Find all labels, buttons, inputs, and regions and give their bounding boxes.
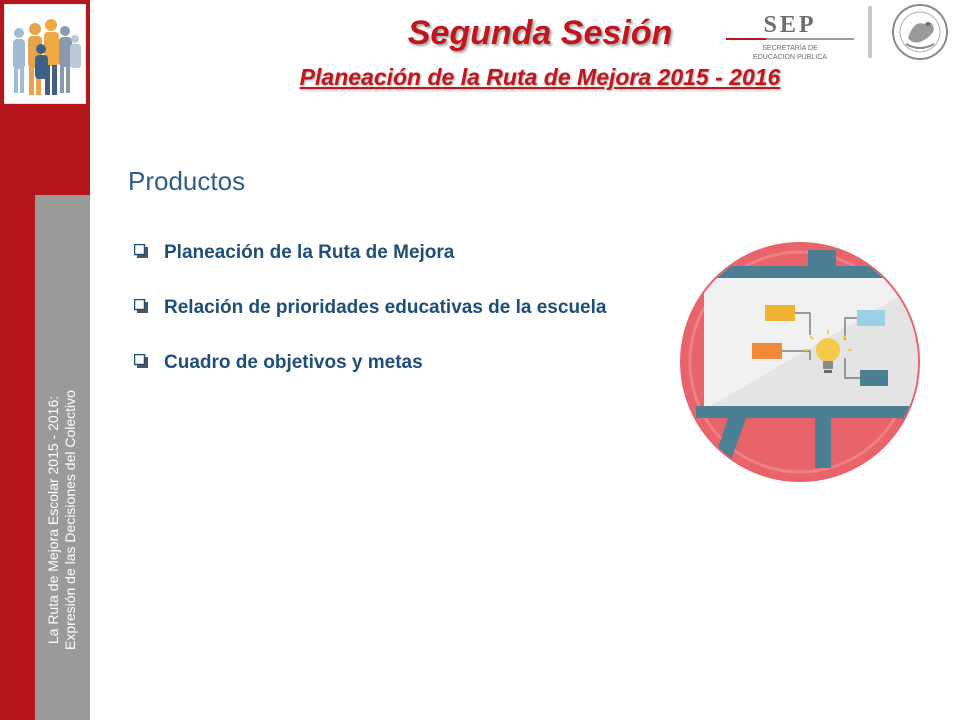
sidebar-caption-line1: La Ruta de Mejora Escolar 2015 - 2016: xyxy=(45,395,61,645)
list-item-label: Cuadro de objetivos y metas xyxy=(164,352,423,373)
list-item xyxy=(130,350,650,375)
group-logo xyxy=(4,4,86,104)
sep-line2: EDUCACIÓN PÚBLICA xyxy=(753,54,827,61)
sidebar-vertical-caption xyxy=(45,360,79,680)
checkbox-bullet-icon xyxy=(134,244,148,258)
sep-logo xyxy=(722,8,872,63)
checkbox-bullet-icon xyxy=(134,299,148,313)
page-title: Segunda Sesión xyxy=(407,14,673,52)
list-item-label: Planeación de la Ruta de Mejora xyxy=(164,242,455,263)
products-list xyxy=(130,240,650,405)
sep-line1: SECRETARÍA DE xyxy=(762,45,818,52)
checkbox-bullet-icon xyxy=(134,354,148,368)
group-of-people-icon xyxy=(5,5,85,103)
presentation-easel-icon xyxy=(670,240,935,485)
logo-divider xyxy=(868,6,872,58)
list-item xyxy=(130,295,654,320)
sep-acronym: SEP xyxy=(763,12,817,38)
list-item xyxy=(130,240,650,265)
page-subtitle: Planeación de la Ruta de Mejora 2015 - 2016 xyxy=(299,64,781,90)
sidebar-caption-line2: Expresión de las Decisiones del Colectivo xyxy=(62,390,78,650)
section-heading: Productos xyxy=(128,166,246,196)
mexico-coat-of-arms-seal-icon xyxy=(884,2,956,62)
list-item-label: Relación de prioridades educativas de la escuela xyxy=(164,297,607,318)
